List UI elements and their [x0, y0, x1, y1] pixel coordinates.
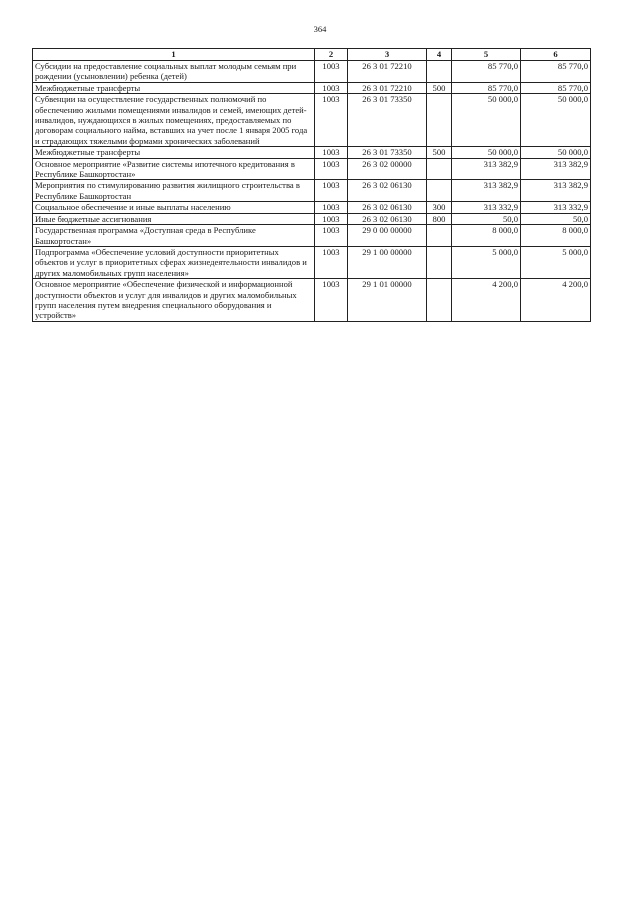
row-target-article: 26 3 01 73350 [348, 94, 427, 147]
budget-table [32, 48, 591, 322]
table-row [33, 147, 591, 158]
row-section-code: 1003 [315, 158, 348, 180]
row-name: Иные бюджетные ассигнования [33, 213, 315, 224]
row-name: Субвенции на осуществление государственных полномочий по обеспечению жилыми помещениями инвалидов и семей, имеющих детей-инвалидов, нуждающихся в жилых помещениях, предоставляемых по договорам социального найма, вставших на учет после 1 января 2005 года и страдающих тяжелыми формами хронических заболеваний [33, 94, 315, 147]
row-amount-1: 5 000,0 [452, 246, 521, 278]
row-expense-type [427, 61, 452, 83]
row-section-code: 1003 [315, 225, 348, 247]
row-amount-1: 313 332,9 [452, 202, 521, 213]
row-name: Межбюджетные трансферты [33, 147, 315, 158]
row-expense-type: 500 [427, 147, 452, 158]
row-section-code: 1003 [315, 213, 348, 224]
row-target-article: 26 3 02 06130 [348, 213, 427, 224]
column-header: 6 [521, 49, 591, 61]
row-expense-type: 800 [427, 213, 452, 224]
row-amount-2: 4 200,0 [521, 279, 591, 322]
row-name: Подпрограмма «Обеспечение условий доступности приоритетных объектов и услуг в приоритетных сферах жизнедеятельности инвалидов и других маломобильных групп населения» [33, 246, 315, 278]
column-header: 4 [427, 49, 452, 61]
row-expense-type [427, 94, 452, 147]
row-amount-2: 50,0 [521, 213, 591, 224]
row-target-article: 26 3 01 72210 [348, 61, 427, 83]
column-header: 2 [315, 49, 348, 61]
row-amount-1: 313 382,9 [452, 180, 521, 202]
row-amount-1: 313 382,9 [452, 158, 521, 180]
table-row [33, 82, 591, 93]
row-amount-2: 50 000,0 [521, 94, 591, 147]
column-header: 1 [33, 49, 315, 61]
row-expense-type [427, 279, 452, 322]
row-amount-2: 85 770,0 [521, 61, 591, 83]
row-name: Субсидии на предоставление социальных выплат молодым семьям при рождении (усыновлении) ребенка (детей) [33, 61, 315, 83]
table-header-row [33, 49, 591, 61]
row-amount-2: 313 382,9 [521, 180, 591, 202]
row-target-article: 26 3 01 72210 [348, 82, 427, 93]
table-row [33, 202, 591, 213]
row-target-article: 26 3 02 00000 [348, 158, 427, 180]
row-amount-1: 50 000,0 [452, 94, 521, 147]
table-row [33, 61, 591, 83]
row-name: Основное мероприятие «Обеспечение физической и информационной доступности объектов и услуг для инвалидов и других маломобильных групп населения путем внедрения специального оборудования и устройств» [33, 279, 315, 322]
table-row [33, 94, 591, 147]
row-amount-1: 85 770,0 [452, 82, 521, 93]
row-target-article: 29 1 00 00000 [348, 246, 427, 278]
page-number: 364 [313, 24, 327, 34]
row-expense-type [427, 180, 452, 202]
row-amount-1: 50,0 [452, 213, 521, 224]
table-row [33, 225, 591, 247]
row-amount-2: 85 770,0 [521, 82, 591, 93]
row-target-article: 26 3 02 06130 [348, 202, 427, 213]
row-expense-type [427, 246, 452, 278]
table-row [33, 213, 591, 224]
row-name: Основное мероприятие «Развитие системы ипотечного кредитования в Республике Башкортостан» [33, 158, 315, 180]
row-amount-2: 50 000,0 [521, 147, 591, 158]
table-row [33, 246, 591, 278]
row-amount-1: 85 770,0 [452, 61, 521, 83]
row-expense-type [427, 158, 452, 180]
row-target-article: 26 3 02 06130 [348, 180, 427, 202]
row-target-article: 29 1 01 00000 [348, 279, 427, 322]
row-section-code: 1003 [315, 246, 348, 278]
row-section-code: 1003 [315, 82, 348, 93]
row-target-article: 29 0 00 00000 [348, 225, 427, 247]
row-amount-1: 50 000,0 [452, 147, 521, 158]
row-name: Социальное обеспечение и иные выплаты населению [33, 202, 315, 213]
column-header: 5 [452, 49, 521, 61]
row-name: Мероприятия по стимулированию развития жилищного строительства в Республике Башкортостан [33, 180, 315, 202]
row-section-code: 1003 [315, 279, 348, 322]
row-amount-1: 4 200,0 [452, 279, 521, 322]
table-row [33, 158, 591, 180]
row-name: Межбюджетные трансферты [33, 82, 315, 93]
row-amount-2: 313 332,9 [521, 202, 591, 213]
row-section-code: 1003 [315, 202, 348, 213]
row-target-article: 26 3 01 73350 [348, 147, 427, 158]
table-row [33, 279, 591, 322]
row-amount-2: 313 382,9 [521, 158, 591, 180]
table-row [33, 180, 591, 202]
row-amount-2: 5 000,0 [521, 246, 591, 278]
row-amount-2: 8 000,0 [521, 225, 591, 247]
row-name: Государственная программа «Доступная среда в Республике Башкортостан» [33, 225, 315, 247]
row-section-code: 1003 [315, 61, 348, 83]
row-expense-type [427, 225, 452, 247]
row-expense-type: 500 [427, 82, 452, 93]
row-amount-1: 8 000,0 [452, 225, 521, 247]
row-expense-type: 300 [427, 202, 452, 213]
row-section-code: 1003 [315, 147, 348, 158]
row-section-code: 1003 [315, 180, 348, 202]
row-section-code: 1003 [315, 94, 348, 147]
column-header: 3 [348, 49, 427, 61]
